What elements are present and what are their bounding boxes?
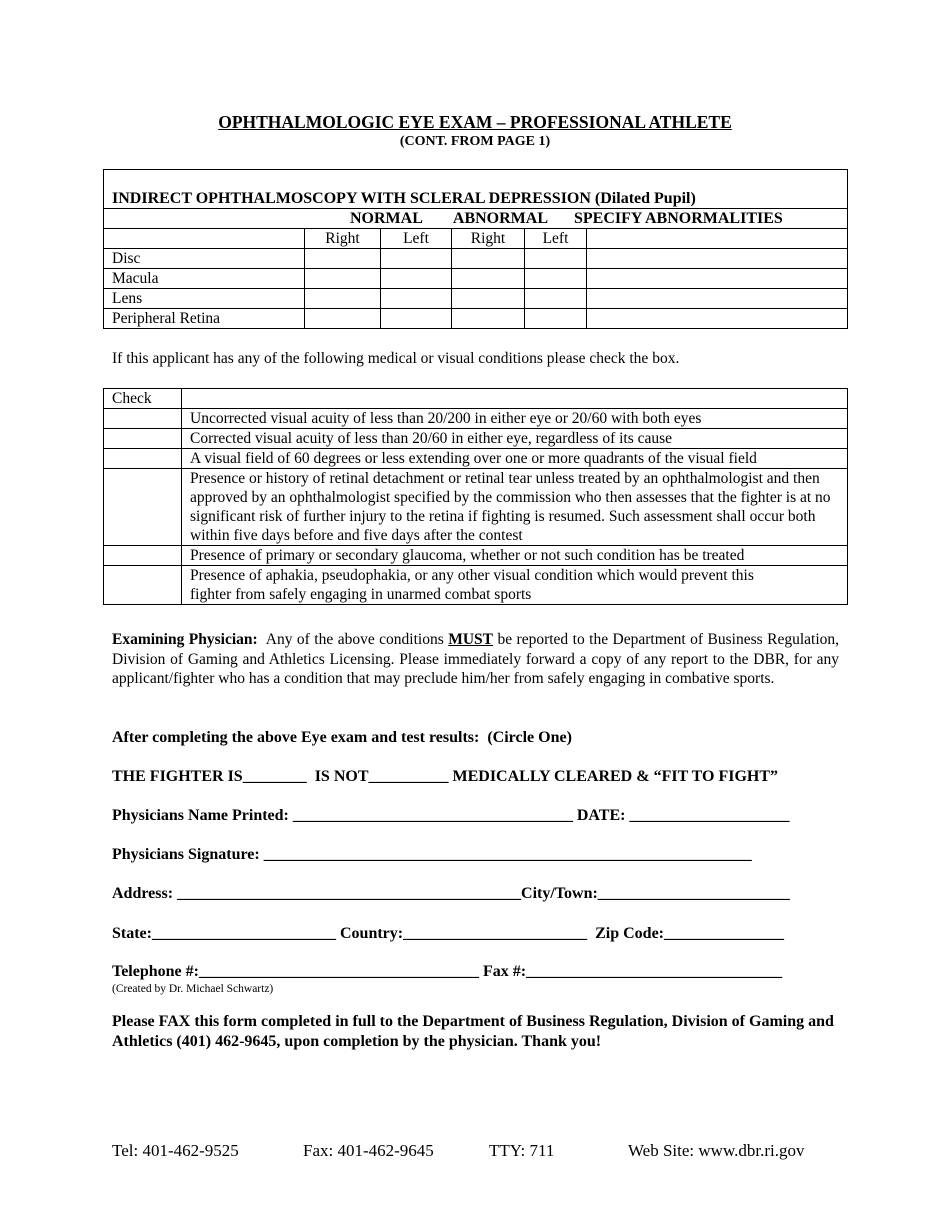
input-cell[interactable] [381,269,452,289]
input-cell[interactable] [381,289,452,309]
footer-website[interactable]: Web Site: www.dbr.ri.gov [628,1141,805,1160]
check-box[interactable] [104,469,182,546]
table-row [104,566,848,605]
table-row [104,409,848,429]
input-cell[interactable] [305,289,381,309]
table-header-row [104,209,848,229]
condition-text: Corrected visual acuity of less than 20/60 in either eye, regardless of its cause [182,429,848,449]
condition-text: Presence of aphakia, pseudophakia, or any other visual condition which would prevent this fighter from safely engaging in unarmed combat sports [182,566,848,605]
normal-header: NORMAL [350,210,423,227]
input-cell[interactable] [525,249,587,269]
fighter-clearance-line[interactable]: THE FIGHTER IS________ IS NOT__________ MEDICALLY CLEARED & “FIT TO FIGHT” [112,768,779,785]
abnormal-right-header: Right [452,229,525,249]
physician-note-label: Examining Physician: [112,631,258,648]
input-cell[interactable] [452,269,525,289]
physician-signature-field[interactable]: Physicians Signature: _____________________________________________________________ [112,846,752,863]
footer-tty: TTY: 711 [489,1141,555,1160]
input-cell[interactable] [525,269,587,289]
table-title-row [104,170,848,209]
input-cell[interactable] [305,269,381,289]
check-box[interactable] [104,546,182,566]
input-cell[interactable] [587,289,848,309]
telephone-fax-field[interactable]: Telephone #:___________________________________ Fax #:________________________________ [112,963,783,980]
table-subheader-row [104,229,848,249]
table-row [104,269,848,289]
normal-right-header: Right [305,229,381,249]
fax-notice: Please FAX this form completed in full to the Department of Business Regulation, Division of Gaming and Athletics (401) 462-9645, upon completion by the physician. Thank you! [112,1013,834,1050]
check-box[interactable] [104,449,182,469]
footer-tel: Tel: 401-462-9525 [112,1141,239,1160]
table-row [104,469,848,546]
table-row [104,309,848,329]
table-row [104,429,848,449]
input-cell[interactable] [305,309,381,329]
abnormal-left-header: Left [525,229,587,249]
ophthalmoscopy-table [103,169,848,329]
condition-text: Uncorrected visual acuity of less than 20/200 in either eye or 20/60 with both eyes [182,409,848,429]
table-row [104,249,848,269]
abnormal-header: ABNORMAL [452,210,548,227]
input-cell[interactable] [381,249,452,269]
check-box[interactable] [104,429,182,449]
footer-fax: Fax: 401-462-9645 [303,1141,434,1160]
check-box[interactable] [104,566,182,605]
input-cell[interactable] [587,269,848,289]
input-cell[interactable] [587,249,848,269]
check-box[interactable] [104,409,182,429]
normal-left-header: Left [381,229,452,249]
ophthalmoscopy-title: INDIRECT OPHTHALMOSCOPY WITH SCLERAL DEPRESSION (Dilated Pupil) [104,170,848,209]
check-header: Check [104,389,182,409]
page-title: OPHTHALMOLOGIC EYE EXAM – PROFESSIONAL ATHLETE [218,112,732,132]
input-cell[interactable] [381,309,452,329]
state-country-zip-field[interactable]: State:_______________________ Country:_______________________ Zip Code:_______________ [112,925,784,942]
input-cell[interactable] [587,309,848,329]
conditions-table [103,388,848,605]
physician-note-text: be reported to the Department of Business Regulation, Division of Gaming and Athletics Licensing. Please immediately forward a copy of any report to the DBR, for any applicant/fighter who has a condition that may preclude him/her from safely engaging in combative sports. [112,631,840,688]
table-row [104,289,848,309]
row-label-disc: Disc [104,249,305,269]
credit-text: (Created by Dr. Michael Schwartz) [112,983,274,995]
table-row [104,546,848,566]
input-cell[interactable] [452,249,525,269]
condition-text: Presence of primary or secondary glaucoma, whether or not such condition has be treated [182,546,848,566]
row-label-lens: Lens [104,289,305,309]
condition-text: A visual field of 60 degrees or less extending over one or more quadrants of the visual field [182,449,848,469]
row-label-peripheral-retina: Peripheral Retina [104,309,305,329]
specify-abnormalities-header: SPECIFY ABNORMALITIES [574,210,783,227]
input-cell[interactable] [452,309,525,329]
input-cell[interactable] [525,289,587,309]
physician-note-text: Any of the above conditions [257,631,449,648]
physician-name-field[interactable]: Physicians Name Printed: ___________________________________ DATE: ____________________ [112,807,790,824]
condition-text: Presence or history of retinal detachment or retinal tear unless treated by an ophthalmologist and then approved by an ophthalmologist specified by the commission who then assesses that the fighter is at no significant risk of further injury to the retina if fighting is resumed. Such assessment shall occur both within five days before and five days after the contest [182,469,848,546]
after-exam-instruction: After completing the above Eye exam and test results: (Circle One) [112,729,572,746]
table-row [104,449,848,469]
page-subtitle: (CONT. FROM PAGE 1) [399,134,551,149]
physician-note [112,630,839,689]
conditions-intro: If this applicant has any of the following medical or visual conditions please check the box. [112,350,680,367]
row-label-macula: Macula [104,269,305,289]
must-emphasis: MUST [448,631,493,648]
table-header-row [104,389,848,409]
input-cell[interactable] [525,309,587,329]
input-cell[interactable] [305,249,381,269]
address-field[interactable]: Address: ___________________________________________City/Town:________________________ [112,885,790,902]
input-cell[interactable] [452,289,525,309]
